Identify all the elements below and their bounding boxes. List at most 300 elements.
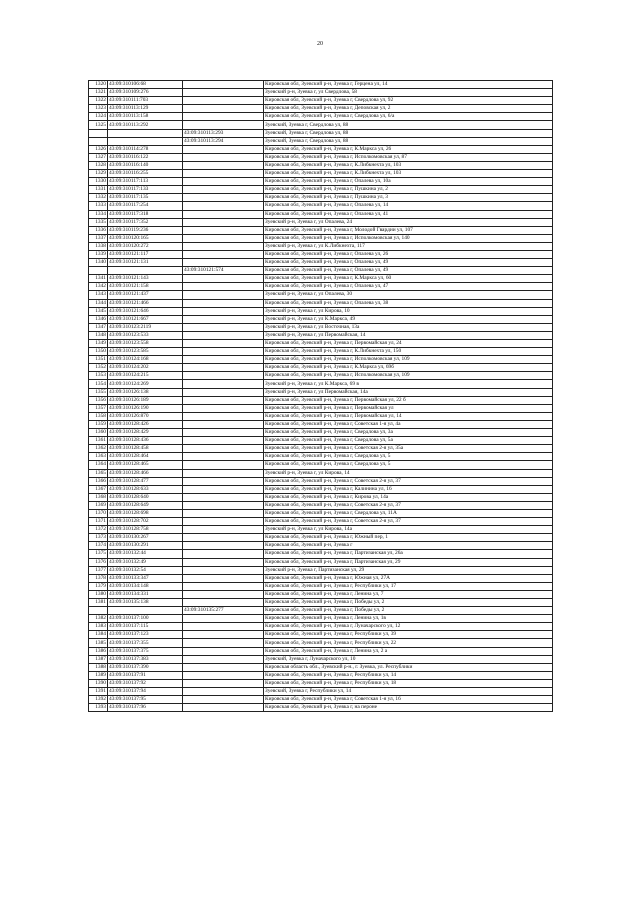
row-number: 1376	[89, 558, 108, 566]
row-number: 1362	[89, 445, 108, 453]
cadastral-number: 43:09:310132:54	[108, 566, 183, 574]
previous-cadastral-number	[183, 380, 264, 388]
table-row	[89, 113, 553, 121]
cadastral-number: 43:09:310113:292	[108, 121, 183, 129]
address: Зуевский р-н, Зуевка г, ул Опалева, 30	[264, 291, 553, 299]
row-number: 1383	[89, 623, 108, 631]
previous-cadastral-number	[183, 477, 264, 485]
row-number: 1387	[89, 655, 108, 663]
table-row	[89, 178, 553, 186]
cadastral-number	[108, 137, 183, 145]
cadastral-number: 43:09:310137:355	[108, 639, 183, 647]
address: Зуевский, Зуевка г, Луначарского ул, 10	[264, 655, 553, 663]
previous-cadastral-number	[183, 574, 264, 582]
cadastral-number: 43:09:310116:140	[108, 161, 183, 169]
address: Кировская обл, Зуевский р-н, Зуевка г, Калинина ул, 16	[264, 485, 553, 493]
previous-cadastral-number	[183, 161, 264, 169]
previous-cadastral-number: 43:09:310113:293	[183, 129, 264, 137]
row-number: 1365	[89, 469, 108, 477]
previous-cadastral-number	[183, 186, 264, 194]
cadastral-number: 43:09:310137:92	[108, 679, 183, 687]
cadastral-number: 43:09:310123:585	[108, 348, 183, 356]
row-number: 1372	[89, 526, 108, 534]
cadastral-number: 43:09:310132:49	[108, 558, 183, 566]
cadastral-number: 43:09:310117:254	[108, 202, 183, 210]
previous-cadastral-number	[183, 412, 264, 420]
table-row	[89, 623, 553, 631]
previous-cadastral-number	[183, 590, 264, 598]
address: Кировская обл, Зуевский р-н, Зуевка г, на пероне	[264, 704, 553, 712]
table-row	[89, 509, 553, 517]
table-row	[89, 599, 553, 607]
cadastral-number: 43:09:310123:2119	[108, 323, 183, 331]
address: Зуевский р-н, Зуевка г, ул Кирова, 14а	[264, 526, 553, 534]
table-row	[89, 461, 553, 469]
row-number: 1334	[89, 210, 108, 218]
previous-cadastral-number	[183, 558, 264, 566]
row-number: 1392	[89, 696, 108, 704]
cadastral-number: 43:09:310128:640	[108, 493, 183, 501]
cadastral-number: 43:09:310121:158	[108, 283, 183, 291]
cadastral-number: 43:09:310123:533	[108, 331, 183, 339]
registry-body	[89, 81, 553, 712]
previous-cadastral-number	[183, 97, 264, 105]
previous-cadastral-number	[183, 534, 264, 542]
table-row	[89, 89, 553, 97]
cadastral-number: 43:09:310128:758	[108, 526, 183, 534]
row-number: 1377	[89, 566, 108, 574]
previous-cadastral-number	[183, 81, 264, 89]
cadastral-number: 43:09:310117:135	[108, 194, 183, 202]
cadastral-number: 43:09:310121:131	[108, 259, 183, 267]
table-row	[89, 210, 553, 218]
cadastral-number: 43:09:310128:429	[108, 429, 183, 437]
address: Зуевский, Зуевка г, Свердлова ул, 88	[264, 129, 553, 137]
table-row	[89, 105, 553, 113]
table-row	[89, 607, 553, 615]
previous-cadastral-number	[183, 331, 264, 339]
address: Кировская обл, Зуевский р-н, Зуевка г, Советская 1-я ул, 16	[264, 696, 553, 704]
row-number: 1348	[89, 331, 108, 339]
address: Зуевский, Зуевка г, Свердлова ул, 88	[264, 137, 553, 145]
address: Зуевский р-н, Зуевка г, ул Первомайская, 14	[264, 331, 553, 339]
table-row	[89, 291, 553, 299]
cadastral-number: 43:09:310121:117	[108, 250, 183, 258]
table-row	[89, 234, 553, 242]
row-number: 1367	[89, 485, 108, 493]
row-number: 1337	[89, 234, 108, 242]
previous-cadastral-number	[183, 388, 264, 396]
previous-cadastral-number	[183, 307, 264, 315]
previous-cadastral-number	[183, 647, 264, 655]
cadastral-number: 43:09:310128:436	[108, 437, 183, 445]
row-number: 1375	[89, 550, 108, 558]
cadastral-number: 43:09:310126:870	[108, 412, 183, 420]
previous-cadastral-number	[183, 671, 264, 679]
cadastral-number: 43:09:310137:100	[108, 615, 183, 623]
previous-cadastral-number	[183, 291, 264, 299]
row-number: 1350	[89, 348, 108, 356]
previous-cadastral-number	[183, 469, 264, 477]
previous-cadastral-number	[183, 696, 264, 704]
table-row	[89, 186, 553, 194]
address: Кировская обл, Зуевский р-н, Зуевка г, Исполкомовская ул, 140	[264, 234, 553, 242]
table-row	[89, 647, 553, 655]
address: Кировская обл, Зуевский р-н, Зуевка г, Пушкина ул, 2	[264, 186, 553, 194]
address: Кировская обл, Зуевский р-н, Зуевка г, Исполкомовская ул, 87	[264, 153, 553, 161]
address: Кировская обл, Зуевский р-н, Зуевка г, Южный пер, 1	[264, 534, 553, 542]
table-row	[89, 331, 553, 339]
previous-cadastral-number	[183, 364, 264, 372]
table-row	[89, 356, 553, 364]
address: Кировская обл, Зуевский р-н, Зуевка г, К.Либкнехта ул, 103	[264, 161, 553, 169]
previous-cadastral-number	[183, 404, 264, 412]
address: Кировская обл, Зуевский р-н, Зуевка г, Южная ул, 27А	[264, 574, 553, 582]
cadastral-number: 43:09:310133:347	[108, 574, 183, 582]
row-number: 1369	[89, 501, 108, 509]
registry-table	[88, 80, 553, 712]
table-row	[89, 194, 553, 202]
row-number: 1386	[89, 647, 108, 655]
cadastral-number: 43:09:310121:667	[108, 315, 183, 323]
row-number: 1388	[89, 663, 108, 671]
address: Кировская обл, Зуевский р-н, Зуевка г, Советская 2-я ул, 37	[264, 477, 553, 485]
cadastral-number: 43:09:310121:437	[108, 291, 183, 299]
row-number: 1354	[89, 380, 108, 388]
cadastral-number: 43:09:310137:390	[108, 663, 183, 671]
previous-cadastral-number	[183, 242, 264, 250]
address: Кировская обл, Зуевский р-н, Зуевка г, Свердлова ул, 5	[264, 461, 553, 469]
cadastral-number: 43:09:310128:426	[108, 420, 183, 428]
previous-cadastral-number	[183, 679, 264, 687]
previous-cadastral-number	[183, 315, 264, 323]
table-row	[89, 242, 553, 250]
table-row	[89, 259, 553, 267]
address: Кировская обл, Зуевский р-н, Зуевка г, Советская 2-я ул, 37	[264, 501, 553, 509]
cadastral-number: 43:09:310128:465	[108, 461, 183, 469]
table-row	[89, 202, 553, 210]
address: Зуевский р-н, Зуевка г, ул Свердлова, 58	[264, 89, 553, 97]
address: Кировская обл, Зуевский р-н, Зуевка г, Первомайская ул	[264, 404, 553, 412]
previous-cadastral-number	[183, 542, 264, 550]
table-row	[89, 696, 553, 704]
address: Кировская обл, Зуевский р-н, Зуевка г, К.Либкнехта ул, 103	[264, 170, 553, 178]
previous-cadastral-number	[183, 113, 264, 121]
cadastral-number: 43:09:310114:278	[108, 145, 183, 153]
previous-cadastral-number	[183, 259, 264, 267]
row-number: 1336	[89, 226, 108, 234]
address: Кировская обл, Зуевский р-н, Зуевка г, Первомайская ул, 24	[264, 340, 553, 348]
table-row	[89, 534, 553, 542]
previous-cadastral-number	[183, 639, 264, 647]
previous-cadastral-number: 43:09:310113:294	[183, 137, 264, 145]
address: Зуевский р-н, Зуевка г, ул Кирова, 10	[264, 307, 553, 315]
row-number: 1382	[89, 615, 108, 623]
address: Кировская обл, Зуевский р-н, Зуевка г, Опалева ул, 10а	[264, 178, 553, 186]
previous-cadastral-number	[183, 420, 264, 428]
table-row	[89, 445, 553, 453]
previous-cadastral-number	[183, 226, 264, 234]
row-number: 1344	[89, 299, 108, 307]
previous-cadastral-number	[183, 688, 264, 696]
row-number: 1349	[89, 340, 108, 348]
cadastral-number: 43:09:310134:331	[108, 590, 183, 598]
cadastral-number: 43:09:310137:375	[108, 647, 183, 655]
address: Зуевский р-н, Зуевка г, ул К.Маркса, 49	[264, 315, 553, 323]
previous-cadastral-number	[183, 218, 264, 226]
row-number: 1359	[89, 420, 108, 428]
address: Кировская обл, Зуевский р-н, Зуевка г, К.Либкнехта ул, 150	[264, 348, 553, 356]
address: Кировская обл, Зуевский р-н, Зуевка г, Свердлова ул, 92	[264, 97, 553, 105]
address: Кировская область обл., Зуевский р-н., г. Зуевка, ул. Республики	[264, 663, 553, 671]
table-row	[89, 639, 553, 647]
row-number: 1331	[89, 186, 108, 194]
previous-cadastral-number	[183, 348, 264, 356]
row-number: 1343	[89, 291, 108, 299]
address: Кировская обл, Зуевский р-н, Зуевка г, Свердлова ул, 5	[264, 453, 553, 461]
cadastral-number: 43:09:310109:276	[108, 89, 183, 97]
cadastral-number: 43:09:310113:129	[108, 105, 183, 113]
previous-cadastral-number	[183, 323, 264, 331]
previous-cadastral-number	[183, 582, 264, 590]
address: Кировская обл, Зуевский р-н, Зуевка г, Свердлова ул, 3а	[264, 429, 553, 437]
previous-cadastral-number	[183, 566, 264, 574]
address: Кировская обл, Зуевский р-н, Зуевка г, Опалева ул, 49	[264, 267, 553, 275]
row-number: 1355	[89, 388, 108, 396]
previous-cadastral-number	[183, 704, 264, 712]
row-number: 1360	[89, 429, 108, 437]
row-number	[89, 267, 108, 275]
address: Кировская обл, Зуевский р-н, Зуевка г, Победы ул, 2	[264, 607, 553, 615]
table-row	[89, 323, 553, 331]
previous-cadastral-number	[183, 250, 264, 258]
cadastral-number: 43:09:310124:269	[108, 380, 183, 388]
row-number	[89, 137, 108, 145]
previous-cadastral-number	[183, 121, 264, 129]
address: Зуевский, Зуевка г, Свердлова ул, 88	[264, 121, 553, 129]
table-row	[89, 558, 553, 566]
address: Кировская обл, Зуевский р-н, Зуевка г, Кирова ул, 14а	[264, 493, 553, 501]
cadastral-number: 43:09:310128:458	[108, 445, 183, 453]
previous-cadastral-number	[183, 202, 264, 210]
previous-cadastral-number	[183, 372, 264, 380]
address: Кировская обл, Зуевский р-н, Зуевка г, К.Маркса ул, 60	[264, 275, 553, 283]
row-number: 1323	[89, 105, 108, 113]
address: Кировская обл, Зуевский р-н, Зуевка г, Партизанская ул, 26а	[264, 550, 553, 558]
address: Зуевский р-н, Зуевка г, ул Опалева, 24	[264, 218, 553, 226]
table-row	[89, 396, 553, 404]
previous-cadastral-number	[183, 275, 264, 283]
previous-cadastral-number	[183, 429, 264, 437]
row-number: 1353	[89, 372, 108, 380]
previous-cadastral-number	[183, 145, 264, 153]
address: Зуевский р-н, Зуевка г, Партизанская ул, 29	[264, 566, 553, 574]
row-number: 1325	[89, 121, 108, 129]
address: Кировская обл, Зуевский р-н, Зуевка г, Молодой Гвардии ул, 107	[264, 226, 553, 234]
previous-cadastral-number	[183, 501, 264, 509]
row-number: 1358	[89, 412, 108, 420]
row-number: 1341	[89, 275, 108, 283]
address: Кировская обл, Зуевский р-н, Зуевка г	[264, 542, 553, 550]
row-number: 1364	[89, 461, 108, 469]
cadastral-number: 43:09:310137:94	[108, 688, 183, 696]
address: Кировская обл, Зуевский р-н, Зуевка г, Республики ул, 14	[264, 671, 553, 679]
previous-cadastral-number	[183, 550, 264, 558]
cadastral-number: 43:09:310137:95	[108, 696, 183, 704]
previous-cadastral-number	[183, 655, 264, 663]
cadastral-number: 43:09:310128:466	[108, 469, 183, 477]
address: Кировская обл, Зуевский р-н, Зуевка г, Республики ул, 22	[264, 639, 553, 647]
row-number: 1342	[89, 283, 108, 291]
row-number: 1391	[89, 688, 108, 696]
table-row	[89, 340, 553, 348]
table-row	[89, 170, 553, 178]
previous-cadastral-number	[183, 210, 264, 218]
address: Кировская обл, Зуевский р-н, Зуевка г, Опалева ул, 26	[264, 250, 553, 258]
row-number: 1330	[89, 178, 108, 186]
table-row	[89, 477, 553, 485]
address: Кировская обл, Зуевский р-н, Зуевка г, Опалева ул, 38	[264, 299, 553, 307]
row-number: 1339	[89, 250, 108, 258]
previous-cadastral-number	[183, 356, 264, 364]
table-row	[89, 267, 553, 275]
table-row	[89, 688, 553, 696]
address: Кировская обл, Зуевский р-н, Зуевка г, Исполкомовская ул, 109	[264, 356, 553, 364]
cadastral-number: 43:09:310113:158	[108, 113, 183, 121]
row-number: 1357	[89, 404, 108, 412]
address: Кировская обл, Зуевский р-н, Зуевка г, Опалева ул, 47	[264, 283, 553, 291]
cadastral-number: 43:09:310111:703	[108, 97, 183, 105]
table-row	[89, 226, 553, 234]
previous-cadastral-number	[183, 299, 264, 307]
address: Кировская обл, Зуевский р-н, Зуевка г, Герцена ул, 14	[264, 81, 553, 89]
table-row	[89, 501, 553, 509]
previous-cadastral-number	[183, 461, 264, 469]
table-row	[89, 663, 553, 671]
cadastral-number: 43:09:310121:143	[108, 275, 183, 283]
previous-cadastral-number	[183, 615, 264, 623]
address: Кировская обл, Зуевский р-н, Зуевка г, Ленина ул, 7	[264, 590, 553, 598]
previous-cadastral-number	[183, 518, 264, 526]
cadastral-number: 43:09:310121:466	[108, 299, 183, 307]
row-number: 1347	[89, 323, 108, 331]
table-row	[89, 518, 553, 526]
cadastral-number: 43:09:310126:138	[108, 388, 183, 396]
cadastral-number: 43:09:310128:698	[108, 509, 183, 517]
cadastral-number: 43:09:310124:168	[108, 356, 183, 364]
row-number: 1368	[89, 493, 108, 501]
row-number: 1322	[89, 97, 108, 105]
cadastral-number: 43:09:310137:91	[108, 671, 183, 679]
row-number: 1335	[89, 218, 108, 226]
row-number: 1352	[89, 364, 108, 372]
previous-cadastral-number	[183, 178, 264, 186]
cadastral-number: 43:09:310116:122	[108, 153, 183, 161]
previous-cadastral-number	[183, 485, 264, 493]
address: Кировская обл, Зуевский р-н, Зуевка г, Опалева ул, 14	[264, 202, 553, 210]
table-row	[89, 429, 553, 437]
table-row	[89, 437, 553, 445]
row-number: 1373	[89, 534, 108, 542]
row-number: 1361	[89, 437, 108, 445]
table-row	[89, 404, 553, 412]
table-row	[89, 469, 553, 477]
cadastral-number: 43:09:310128:464	[108, 453, 183, 461]
address: Кировская обл, Зуевский р-н, Зуевка г, Исполкомовская ул, 109	[264, 372, 553, 380]
previous-cadastral-number	[183, 437, 264, 445]
previous-cadastral-number	[183, 194, 264, 202]
address: Кировская обл, Зуевский р-н, Зуевка г, Свердлова ул, 6/а	[264, 113, 553, 121]
address: Кировская обл, Зуевский р-н, Зуевка г, Ленина ул, 2 а	[264, 647, 553, 655]
row-number: 1351	[89, 356, 108, 364]
table-row	[89, 566, 553, 574]
cadastral-number: 43:09:310120:165	[108, 234, 183, 242]
row-number: 1371	[89, 518, 108, 526]
address: Кировская обл, Зуевский р-н, Зуевка г, Луначарского ул, 12	[264, 623, 553, 631]
cadastral-number: 43:09:310128:477	[108, 477, 183, 485]
table-row	[89, 704, 553, 712]
address: Зуевский, Зуевка г, Республики ул, 14	[264, 688, 553, 696]
row-number: 1363	[89, 453, 108, 461]
row-number: 1389	[89, 671, 108, 679]
cadastral-number: 43:09:310124:215	[108, 372, 183, 380]
table-row	[89, 526, 553, 534]
address: Кировская обл, Зуевский р-н, Зуевка г, Ленина ул, 1в	[264, 615, 553, 623]
address: Кировская обл, Зуевский р-н, Зуевка г, Республики ул, 17	[264, 582, 553, 590]
row-number: 1340	[89, 259, 108, 267]
table-row	[89, 283, 553, 291]
row-number: 1338	[89, 242, 108, 250]
cadastral-number: 43:09:310137:123	[108, 631, 183, 639]
cadastral-number: 43:09:310130:291	[108, 542, 183, 550]
row-number: 1332	[89, 194, 108, 202]
table-row	[89, 582, 553, 590]
table-row	[89, 485, 553, 493]
cadastral-number	[108, 267, 183, 275]
table-row	[89, 121, 553, 129]
row-number: 1378	[89, 574, 108, 582]
table-row	[89, 250, 553, 258]
address: Зуевский р-н, Зуевка г, ул Восточная, 13а	[264, 323, 553, 331]
previous-cadastral-number	[183, 599, 264, 607]
address: Кировская обл, Зуевский р-н, Зуевка г, Пушкина ул, 3	[264, 194, 553, 202]
cadastral-number: 43:09:310116:255	[108, 170, 183, 178]
table-row	[89, 161, 553, 169]
table-row	[89, 493, 553, 501]
previous-cadastral-number	[183, 631, 264, 639]
previous-cadastral-number	[183, 445, 264, 453]
row-number: 1374	[89, 542, 108, 550]
cadastral-number: 43:09:310128:633	[108, 485, 183, 493]
table-row	[89, 574, 553, 582]
address: Кировская обл, Зуевский р-н, Зуевка г, Советская 1-я ул, 4а	[264, 420, 553, 428]
address: Зуевский р-н, Зуевка г, ул К.Либкнехта, 117	[264, 242, 553, 250]
row-number: 1328	[89, 161, 108, 169]
cadastral-number: 43:09:310117:133	[108, 186, 183, 194]
table-row	[89, 655, 553, 663]
address: Кировская обл, Зуевский р-н, Зуевка г, Опалева ул, 41	[264, 210, 553, 218]
table-row	[89, 145, 553, 153]
previous-cadastral-number: 43:09:310121:574	[183, 267, 264, 275]
table-row	[89, 299, 553, 307]
row-number: 1329	[89, 170, 108, 178]
cadastral-number: 43:09:310137:115	[108, 623, 183, 631]
table-row	[89, 153, 553, 161]
previous-cadastral-number	[183, 105, 264, 113]
table-row	[89, 218, 553, 226]
previous-cadastral-number	[183, 340, 264, 348]
cadastral-number: 43:09:310135:138	[108, 599, 183, 607]
